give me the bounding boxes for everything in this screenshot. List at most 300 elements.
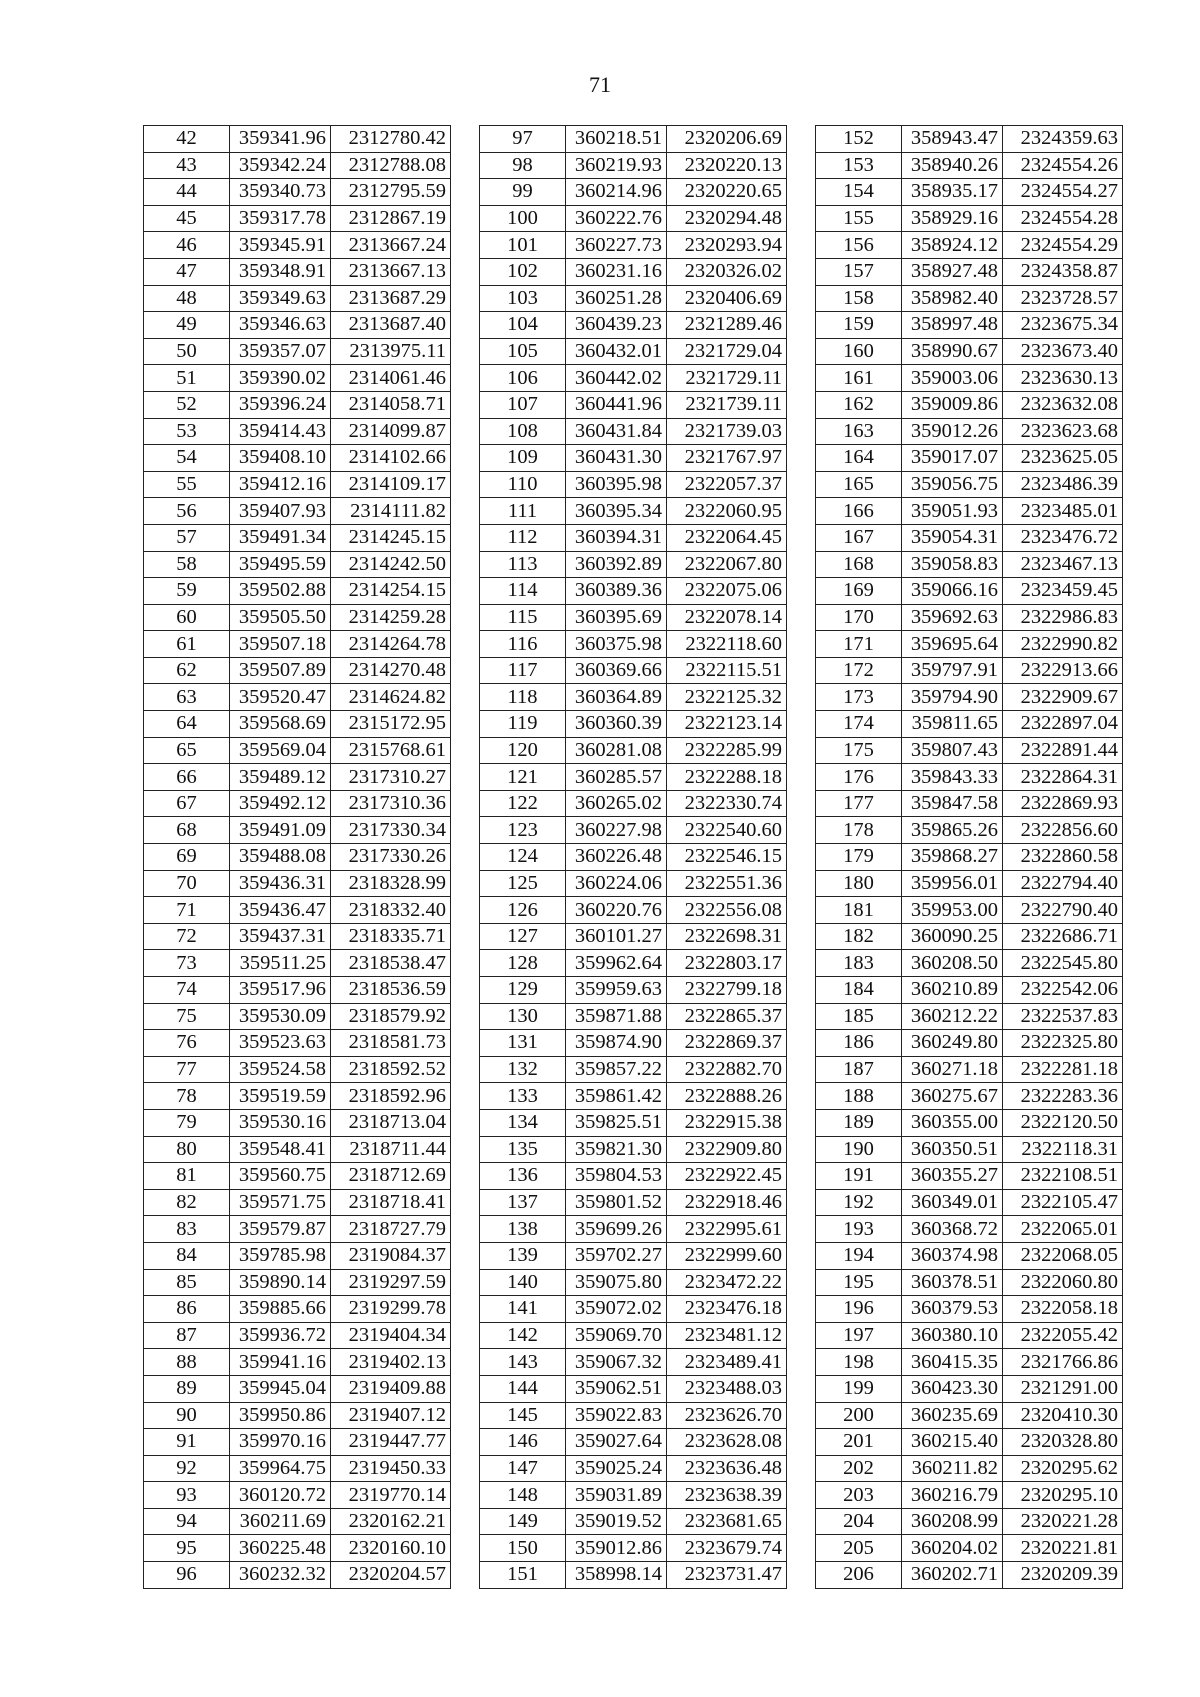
point-number: 118 — [480, 684, 566, 711]
table-row — [144, 232, 451, 259]
x-coordinate: 360389.36 — [566, 578, 667, 605]
x-coordinate: 358935.17 — [902, 179, 1003, 206]
point-number: 60 — [144, 604, 230, 631]
point-number: 182 — [816, 923, 902, 950]
point-number: 50 — [144, 338, 230, 365]
x-coordinate: 359436.31 — [230, 870, 331, 897]
table-row — [144, 1429, 451, 1456]
x-coordinate: 359794.90 — [902, 684, 1003, 711]
point-number: 157 — [816, 258, 902, 285]
point-number: 112 — [480, 524, 566, 551]
point-number: 206 — [816, 1562, 902, 1589]
y-coordinate: 2318592.96 — [331, 1083, 451, 1110]
point-number: 204 — [816, 1508, 902, 1535]
y-coordinate: 2318592.52 — [331, 1056, 451, 1083]
table-row — [480, 1402, 787, 1429]
x-coordinate: 359072.02 — [566, 1296, 667, 1323]
y-coordinate: 2321289.46 — [667, 312, 787, 339]
y-coordinate: 2322915.38 — [667, 1109, 787, 1136]
table-row — [144, 285, 451, 312]
y-coordinate: 2322551.36 — [667, 870, 787, 897]
table-row — [144, 1508, 451, 1535]
point-number: 159 — [816, 312, 902, 339]
point-number: 128 — [480, 950, 566, 977]
table-row — [144, 1163, 451, 1190]
point-number: 193 — [816, 1216, 902, 1243]
table-row — [144, 1083, 451, 1110]
point-number: 163 — [816, 418, 902, 445]
point-number: 179 — [816, 844, 902, 871]
table-row — [480, 285, 787, 312]
y-coordinate: 2322546.15 — [667, 844, 787, 871]
x-coordinate: 359408.10 — [230, 445, 331, 472]
table-row — [480, 551, 787, 578]
table-row — [480, 1375, 787, 1402]
y-coordinate: 2313667.24 — [331, 232, 451, 259]
x-coordinate: 360368.72 — [902, 1216, 1003, 1243]
x-coordinate: 358927.48 — [902, 258, 1003, 285]
point-number: 161 — [816, 365, 902, 392]
table-row — [144, 1402, 451, 1429]
x-coordinate: 359342.24 — [230, 152, 331, 179]
table-row — [816, 1375, 1123, 1402]
y-coordinate: 2323485.01 — [1003, 498, 1123, 525]
x-coordinate: 359341.96 — [230, 126, 331, 153]
y-coordinate: 2318727.79 — [331, 1216, 451, 1243]
table-row — [480, 578, 787, 605]
table-row — [144, 179, 451, 206]
x-coordinate: 360360.39 — [566, 711, 667, 738]
y-coordinate: 2322990.82 — [1003, 631, 1123, 658]
table-row — [816, 631, 1123, 658]
point-number: 183 — [816, 950, 902, 977]
x-coordinate: 360232.32 — [230, 1562, 331, 1589]
point-number: 143 — [480, 1349, 566, 1376]
point-number: 46 — [144, 232, 230, 259]
point-number: 78 — [144, 1083, 230, 1110]
table-row — [480, 844, 787, 871]
x-coordinate: 359847.58 — [902, 790, 1003, 817]
point-number: 146 — [480, 1429, 566, 1456]
x-coordinate: 359571.75 — [230, 1189, 331, 1216]
y-coordinate: 2321739.03 — [667, 418, 787, 445]
y-coordinate: 2320221.81 — [1003, 1535, 1123, 1562]
table-row — [816, 152, 1123, 179]
page-number: 71 — [589, 72, 611, 97]
table-row — [144, 1482, 451, 1509]
table-row — [144, 1269, 451, 1296]
x-coordinate: 359019.52 — [566, 1508, 667, 1535]
table-row — [816, 1109, 1123, 1136]
y-coordinate: 2317310.27 — [331, 764, 451, 791]
table-row — [816, 365, 1123, 392]
x-coordinate: 360210.89 — [902, 977, 1003, 1004]
y-coordinate: 2318579.92 — [331, 1003, 451, 1030]
x-coordinate: 359491.34 — [230, 524, 331, 551]
x-coordinate: 359871.88 — [566, 1003, 667, 1030]
x-coordinate: 359953.00 — [902, 897, 1003, 924]
point-number: 169 — [816, 578, 902, 605]
table-row — [480, 1482, 787, 1509]
x-coordinate: 358940.26 — [902, 152, 1003, 179]
table-row — [144, 1056, 451, 1083]
x-coordinate: 359890.14 — [230, 1269, 331, 1296]
y-coordinate: 2323626.70 — [667, 1402, 787, 1429]
y-coordinate: 2322799.18 — [667, 977, 787, 1004]
x-coordinate: 359022.83 — [566, 1402, 667, 1429]
y-coordinate: 2320204.57 — [331, 1562, 451, 1589]
point-number: 177 — [816, 790, 902, 817]
point-number: 172 — [816, 657, 902, 684]
x-coordinate: 359495.59 — [230, 551, 331, 578]
table-row — [816, 126, 1123, 153]
y-coordinate: 2322068.05 — [1003, 1242, 1123, 1269]
table-row — [816, 1402, 1123, 1429]
y-coordinate: 2322864.31 — [1003, 764, 1123, 791]
y-coordinate: 2319409.88 — [331, 1375, 451, 1402]
y-coordinate: 2322108.51 — [1003, 1163, 1123, 1190]
x-coordinate: 359548.41 — [230, 1136, 331, 1163]
table-row — [816, 1429, 1123, 1456]
point-number: 191 — [816, 1163, 902, 1190]
table-row — [816, 1482, 1123, 1509]
point-number: 56 — [144, 498, 230, 525]
table-row — [480, 391, 787, 418]
y-coordinate: 2313667.13 — [331, 258, 451, 285]
table-row — [144, 498, 451, 525]
table-row — [144, 844, 451, 871]
y-coordinate: 2322909.67 — [1003, 684, 1123, 711]
y-coordinate: 2322888.26 — [667, 1083, 787, 1110]
table-row — [144, 1375, 451, 1402]
x-coordinate: 360224.06 — [566, 870, 667, 897]
x-coordinate: 359505.50 — [230, 604, 331, 631]
table-row — [144, 790, 451, 817]
y-coordinate: 2314242.50 — [331, 551, 451, 578]
y-coordinate: 2312795.59 — [331, 179, 451, 206]
table-row — [480, 1322, 787, 1349]
y-coordinate: 2320328.80 — [1003, 1429, 1123, 1456]
point-number: 82 — [144, 1189, 230, 1216]
x-coordinate: 359874.90 — [566, 1030, 667, 1057]
x-coordinate: 360423.30 — [902, 1375, 1003, 1402]
point-number: 65 — [144, 737, 230, 764]
y-coordinate: 2323636.48 — [667, 1455, 787, 1482]
table-row — [144, 923, 451, 950]
table-row — [480, 312, 787, 339]
x-coordinate: 359530.09 — [230, 1003, 331, 1030]
point-number: 101 — [480, 232, 566, 259]
point-number: 52 — [144, 391, 230, 418]
x-coordinate: 360350.51 — [902, 1136, 1003, 1163]
y-coordinate: 2323675.34 — [1003, 312, 1123, 339]
x-coordinate: 360378.51 — [902, 1269, 1003, 1296]
point-number: 144 — [480, 1375, 566, 1402]
table-row — [816, 524, 1123, 551]
x-coordinate: 359507.18 — [230, 631, 331, 658]
table-row — [480, 1003, 787, 1030]
x-coordinate: 360415.35 — [902, 1349, 1003, 1376]
y-coordinate: 2320295.62 — [1003, 1455, 1123, 1482]
table-row — [480, 524, 787, 551]
x-coordinate: 359027.64 — [566, 1429, 667, 1456]
y-coordinate: 2322913.66 — [1003, 657, 1123, 684]
point-number: 115 — [480, 604, 566, 631]
x-coordinate: 359702.27 — [566, 1242, 667, 1269]
table-row — [480, 604, 787, 631]
point-number: 176 — [816, 764, 902, 791]
point-number: 84 — [144, 1242, 230, 1269]
table-row — [144, 1242, 451, 1269]
point-number: 92 — [144, 1455, 230, 1482]
point-number: 72 — [144, 923, 230, 950]
table-row — [480, 1056, 787, 1083]
point-number: 202 — [816, 1455, 902, 1482]
table-row — [144, 578, 451, 605]
point-number: 189 — [816, 1109, 902, 1136]
x-coordinate: 359345.91 — [230, 232, 331, 259]
x-coordinate: 359843.33 — [902, 764, 1003, 791]
point-number: 125 — [480, 870, 566, 897]
table-row — [816, 1083, 1123, 1110]
y-coordinate: 2317310.36 — [331, 790, 451, 817]
x-coordinate: 359025.24 — [566, 1455, 667, 1482]
x-coordinate: 360214.96 — [566, 179, 667, 206]
table-row — [144, 126, 451, 153]
x-coordinate: 358929.16 — [902, 205, 1003, 232]
table-row — [816, 338, 1123, 365]
y-coordinate: 2321729.04 — [667, 338, 787, 365]
x-coordinate: 360432.01 — [566, 338, 667, 365]
table-row — [144, 471, 451, 498]
point-number: 59 — [144, 578, 230, 605]
point-number: 64 — [144, 711, 230, 738]
table-row — [480, 897, 787, 924]
y-coordinate: 2323486.39 — [1003, 471, 1123, 498]
table-row — [816, 1003, 1123, 1030]
table-row — [480, 1429, 787, 1456]
y-coordinate: 2318538.47 — [331, 950, 451, 977]
y-coordinate: 2322537.83 — [1003, 1003, 1123, 1030]
point-number: 55 — [144, 471, 230, 498]
point-number: 131 — [480, 1030, 566, 1057]
y-coordinate: 2322105.47 — [1003, 1189, 1123, 1216]
y-coordinate: 2322897.04 — [1003, 711, 1123, 738]
point-number: 120 — [480, 737, 566, 764]
point-number: 150 — [480, 1535, 566, 1562]
x-coordinate: 360222.76 — [566, 205, 667, 232]
x-coordinate: 359523.63 — [230, 1030, 331, 1057]
x-coordinate: 359885.66 — [230, 1296, 331, 1323]
y-coordinate: 2322869.37 — [667, 1030, 787, 1057]
x-coordinate: 359941.16 — [230, 1349, 331, 1376]
y-coordinate: 2317330.34 — [331, 817, 451, 844]
point-number: 43 — [144, 152, 230, 179]
x-coordinate: 360281.08 — [566, 737, 667, 764]
x-coordinate: 360364.89 — [566, 684, 667, 711]
x-coordinate: 359066.16 — [902, 578, 1003, 605]
point-number: 94 — [144, 1508, 230, 1535]
x-coordinate: 360218.51 — [566, 126, 667, 153]
point-number: 165 — [816, 471, 902, 498]
x-coordinate: 360275.67 — [902, 1083, 1003, 1110]
x-coordinate: 359956.01 — [902, 870, 1003, 897]
table-row — [480, 152, 787, 179]
x-coordinate: 359346.63 — [230, 312, 331, 339]
y-coordinate: 2312867.19 — [331, 205, 451, 232]
point-number: 47 — [144, 258, 230, 285]
point-number: 199 — [816, 1375, 902, 1402]
point-number: 188 — [816, 1083, 902, 1110]
x-coordinate: 359017.07 — [902, 445, 1003, 472]
coordinates-table-2 — [479, 125, 787, 1589]
y-coordinate: 2322078.14 — [667, 604, 787, 631]
x-coordinate: 359067.32 — [566, 1349, 667, 1376]
x-coordinate: 359502.88 — [230, 578, 331, 605]
y-coordinate: 2323623.68 — [1003, 418, 1123, 445]
x-coordinate: 360395.98 — [566, 471, 667, 498]
point-number: 51 — [144, 365, 230, 392]
y-coordinate: 2322865.37 — [667, 1003, 787, 1030]
y-coordinate: 2318712.69 — [331, 1163, 451, 1190]
x-coordinate: 359579.87 — [230, 1216, 331, 1243]
table-row — [480, 684, 787, 711]
y-coordinate: 2314102.66 — [331, 445, 451, 472]
point-number: 71 — [144, 897, 230, 924]
point-number: 80 — [144, 1136, 230, 1163]
x-coordinate: 359390.02 — [230, 365, 331, 392]
y-coordinate: 2322999.60 — [667, 1242, 787, 1269]
table-row — [144, 950, 451, 977]
table-row — [816, 1322, 1123, 1349]
table-row — [144, 1030, 451, 1057]
x-coordinate: 359012.86 — [566, 1535, 667, 1562]
point-number: 174 — [816, 711, 902, 738]
y-coordinate: 2322918.46 — [667, 1189, 787, 1216]
x-coordinate: 359437.31 — [230, 923, 331, 950]
point-number: 184 — [816, 977, 902, 1004]
point-number: 154 — [816, 179, 902, 206]
x-coordinate: 360249.80 — [902, 1030, 1003, 1057]
table-row — [816, 498, 1123, 525]
point-number: 73 — [144, 950, 230, 977]
point-number: 58 — [144, 551, 230, 578]
table-row — [480, 232, 787, 259]
x-coordinate: 360285.57 — [566, 764, 667, 791]
point-number: 126 — [480, 897, 566, 924]
x-coordinate: 359058.83 — [902, 551, 1003, 578]
table-row — [816, 1349, 1123, 1376]
x-coordinate: 359945.04 — [230, 1375, 331, 1402]
point-number: 97 — [480, 126, 566, 153]
x-coordinate: 360379.53 — [902, 1296, 1003, 1323]
x-coordinate: 359568.69 — [230, 711, 331, 738]
point-number: 107 — [480, 391, 566, 418]
point-number: 148 — [480, 1482, 566, 1509]
y-coordinate: 2314270.48 — [331, 657, 451, 684]
x-coordinate: 359569.04 — [230, 737, 331, 764]
table-row — [480, 977, 787, 1004]
table-row — [816, 711, 1123, 738]
y-coordinate: 2322909.80 — [667, 1136, 787, 1163]
y-coordinate: 2320206.69 — [667, 126, 787, 153]
point-number: 196 — [816, 1296, 902, 1323]
table-row — [816, 1269, 1123, 1296]
table-row — [480, 817, 787, 844]
table-row — [480, 1189, 787, 1216]
table-row — [144, 1349, 451, 1376]
point-number: 171 — [816, 631, 902, 658]
y-coordinate: 2323472.22 — [667, 1269, 787, 1296]
table-row — [816, 923, 1123, 950]
table-row — [816, 657, 1123, 684]
y-coordinate: 2322285.99 — [667, 737, 787, 764]
x-coordinate: 359507.89 — [230, 657, 331, 684]
y-coordinate: 2319402.13 — [331, 1349, 451, 1376]
x-coordinate: 359560.75 — [230, 1163, 331, 1190]
x-coordinate: 359031.89 — [566, 1482, 667, 1509]
coordinates-table-3 — [815, 125, 1123, 1589]
y-coordinate: 2322856.60 — [1003, 817, 1123, 844]
point-number: 187 — [816, 1056, 902, 1083]
table-row — [144, 684, 451, 711]
y-coordinate: 2322986.83 — [1003, 604, 1123, 631]
point-number: 167 — [816, 524, 902, 551]
x-coordinate: 360355.00 — [902, 1109, 1003, 1136]
x-coordinate: 359003.06 — [902, 365, 1003, 392]
table-row — [144, 977, 451, 1004]
point-number: 135 — [480, 1136, 566, 1163]
x-coordinate: 359950.86 — [230, 1402, 331, 1429]
table-row — [480, 338, 787, 365]
y-coordinate: 2318581.73 — [331, 1030, 451, 1057]
point-number: 103 — [480, 285, 566, 312]
y-coordinate: 2321291.00 — [1003, 1375, 1123, 1402]
table-row — [144, 1455, 451, 1482]
point-number: 81 — [144, 1163, 230, 1190]
y-coordinate: 2323476.18 — [667, 1296, 787, 1323]
x-coordinate: 360220.76 — [566, 897, 667, 924]
x-coordinate: 359964.75 — [230, 1455, 331, 1482]
table-row — [144, 524, 451, 551]
x-coordinate: 359511.25 — [230, 950, 331, 977]
table-row — [816, 604, 1123, 631]
y-coordinate: 2323481.12 — [667, 1322, 787, 1349]
table-row — [480, 950, 787, 977]
y-coordinate: 2322330.74 — [667, 790, 787, 817]
x-coordinate: 360271.18 — [902, 1056, 1003, 1083]
point-number: 106 — [480, 365, 566, 392]
table-row — [144, 152, 451, 179]
y-coordinate: 2324554.28 — [1003, 205, 1123, 232]
table-row — [816, 391, 1123, 418]
table-row — [480, 631, 787, 658]
y-coordinate: 2324358.87 — [1003, 258, 1123, 285]
table-row — [816, 1242, 1123, 1269]
y-coordinate: 2319299.78 — [331, 1296, 451, 1323]
y-coordinate: 2322125.32 — [667, 684, 787, 711]
x-coordinate: 359009.86 — [902, 391, 1003, 418]
x-coordinate: 359348.91 — [230, 258, 331, 285]
table-row — [480, 498, 787, 525]
x-coordinate: 359491.09 — [230, 817, 331, 844]
x-coordinate: 358998.14 — [566, 1562, 667, 1589]
x-coordinate: 360431.84 — [566, 418, 667, 445]
x-coordinate: 359492.12 — [230, 790, 331, 817]
table-row — [816, 817, 1123, 844]
x-coordinate: 359936.72 — [230, 1322, 331, 1349]
y-coordinate: 2315768.61 — [331, 737, 451, 764]
